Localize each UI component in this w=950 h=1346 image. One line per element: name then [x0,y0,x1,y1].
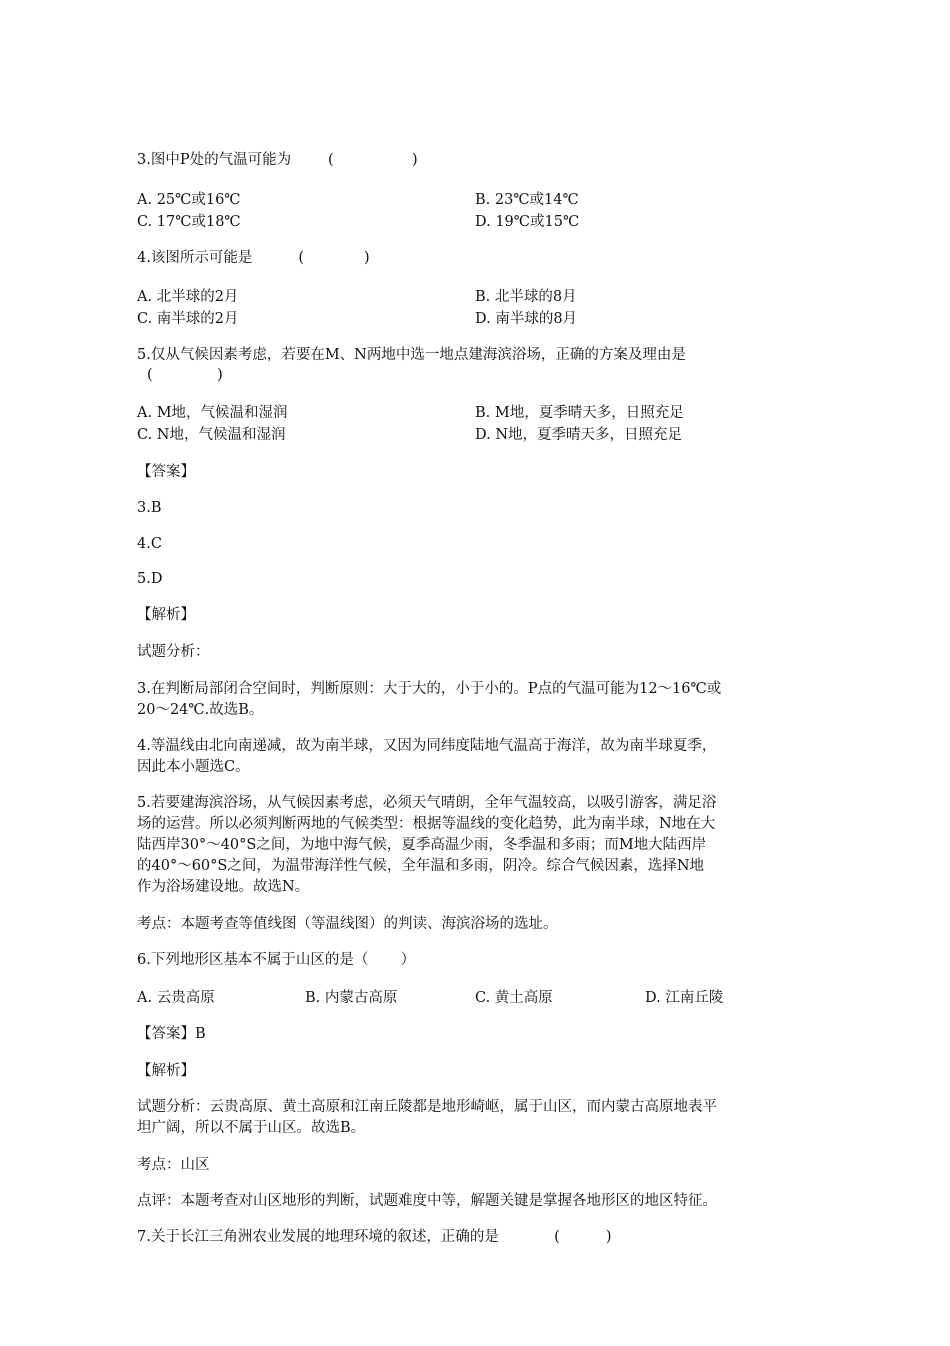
kaodian-1: 考点：本题考查等值线图（等温线图）的判读、海滨浴场的选址。 [137,916,558,932]
q4-option-b: B. 北半球的8月 [475,289,577,305]
analysis-5-line-5: 作为浴场建设地。故选N。 [137,879,310,895]
q3-option-b: B. 23℃或14℃ [475,192,579,208]
q5-option-d: D. N地，夏季晴天多，日照充足 [475,427,683,443]
q6-analysis-header: 【解析】 [137,1063,195,1079]
q7-stem: 7.关于长江三角洲农业发展的地理环境的叙述，正确的是 ( ) [137,1229,612,1245]
q5-option-c: C. N地，气候温和湿润 [137,427,286,443]
q6-analysis-line-1: 试题分析：云贵高原、黄土高原和江南丘陵都是地形崎岖，属于山区，而内蒙古高原地表平 [137,1099,717,1115]
q6-option-b: B. 内蒙古高原 [305,990,398,1006]
q6-dianping: 点评：本题考查对山区地形的判断，试题难度中等，解题关键是掌握各地形区的地区特征。 [137,1193,717,1209]
q6-option-c: C. 黄土高原 [475,990,553,1006]
q3-stem: 3.图中P处的气温可能为 ( ) [137,152,418,168]
analysis-4-line-2: 因此本小题选C。 [137,759,250,775]
answer-4: 4.C [137,536,162,552]
q6-answer: 【答案】B [137,1026,206,1042]
q5-stem: 5.仅从气候因素考虑，若要在M、N两地中选一地点建海滨浴场，正确的方案及理由是 [137,347,686,363]
answer-header: 【答案】 [137,464,195,480]
q6-option-d: D. 江南丘陵 [645,990,724,1006]
q4-stem: 4.该图所示可能是 ( ) [137,250,370,266]
analysis-header: 【解析】 [137,607,195,623]
q6-analysis-line-2: 坦广阔，所以不属于山区。故选B。 [137,1120,366,1136]
analysis-3-line-2: 20～24℃.故选B。 [137,702,264,718]
q3-option-a: A. 25℃或16℃ [137,192,241,208]
q5-option-b: B. M地，夏季晴天多，日照充足 [475,405,684,421]
analysis-intro: 试题分析： [137,644,210,660]
q6-option-a: A. 云贵高原 [137,990,215,1006]
analysis-4-line-1: 4.等温线由北向南递减，故为南半球，又因为同纬度陆地气温高于海洋，故为南半球夏季， [137,738,717,754]
q3-option-d: D. 19℃或15℃ [475,214,580,230]
q5-paren: ( ) [147,367,223,383]
analysis-5-line-2: 场的运营。所以必须判断两地的气候类型：根据等温线的变化趋势，此为南半球，N地在大 [137,816,716,832]
q6-kaodian: 考点：山区 [137,1157,210,1173]
q5-option-a: A. M地，气候温和湿润 [137,405,288,421]
q4-option-a: A. 北半球的2月 [137,289,239,305]
analysis-5-line-1: 5.若要建海滨浴场，从气候因素考虑，必须天气晴朗，全年气温较高，以吸引游客，满足浴 [137,795,717,811]
q4-option-d: D. 南半球的8月 [475,311,578,327]
analysis-5-line-4: 的40°～60°S之间，为温带海洋性气候，全年温和多雨，阴冷。综合气候因素，选择N地 [137,858,705,874]
answer-3: 3.B [137,500,162,516]
q6-stem: 6.下列地形区基本不属于山区的是（ ） [137,952,416,968]
analysis-3-line-1: 3.在判断局部闭合空间时，判断原则：大于大的，小于小的。P点的气温可能为12～16℃或 [137,681,722,697]
analysis-5-line-3: 陆西岸30°～40°S之间，为地中海气候，夏季高温少雨，冬季温和多雨；而M地大陆西岸 [137,837,707,853]
answer-5: 5.D [137,571,163,587]
q4-option-c: C. 南半球的2月 [137,311,239,327]
q3-option-c: C. 17℃或18℃ [137,214,241,230]
